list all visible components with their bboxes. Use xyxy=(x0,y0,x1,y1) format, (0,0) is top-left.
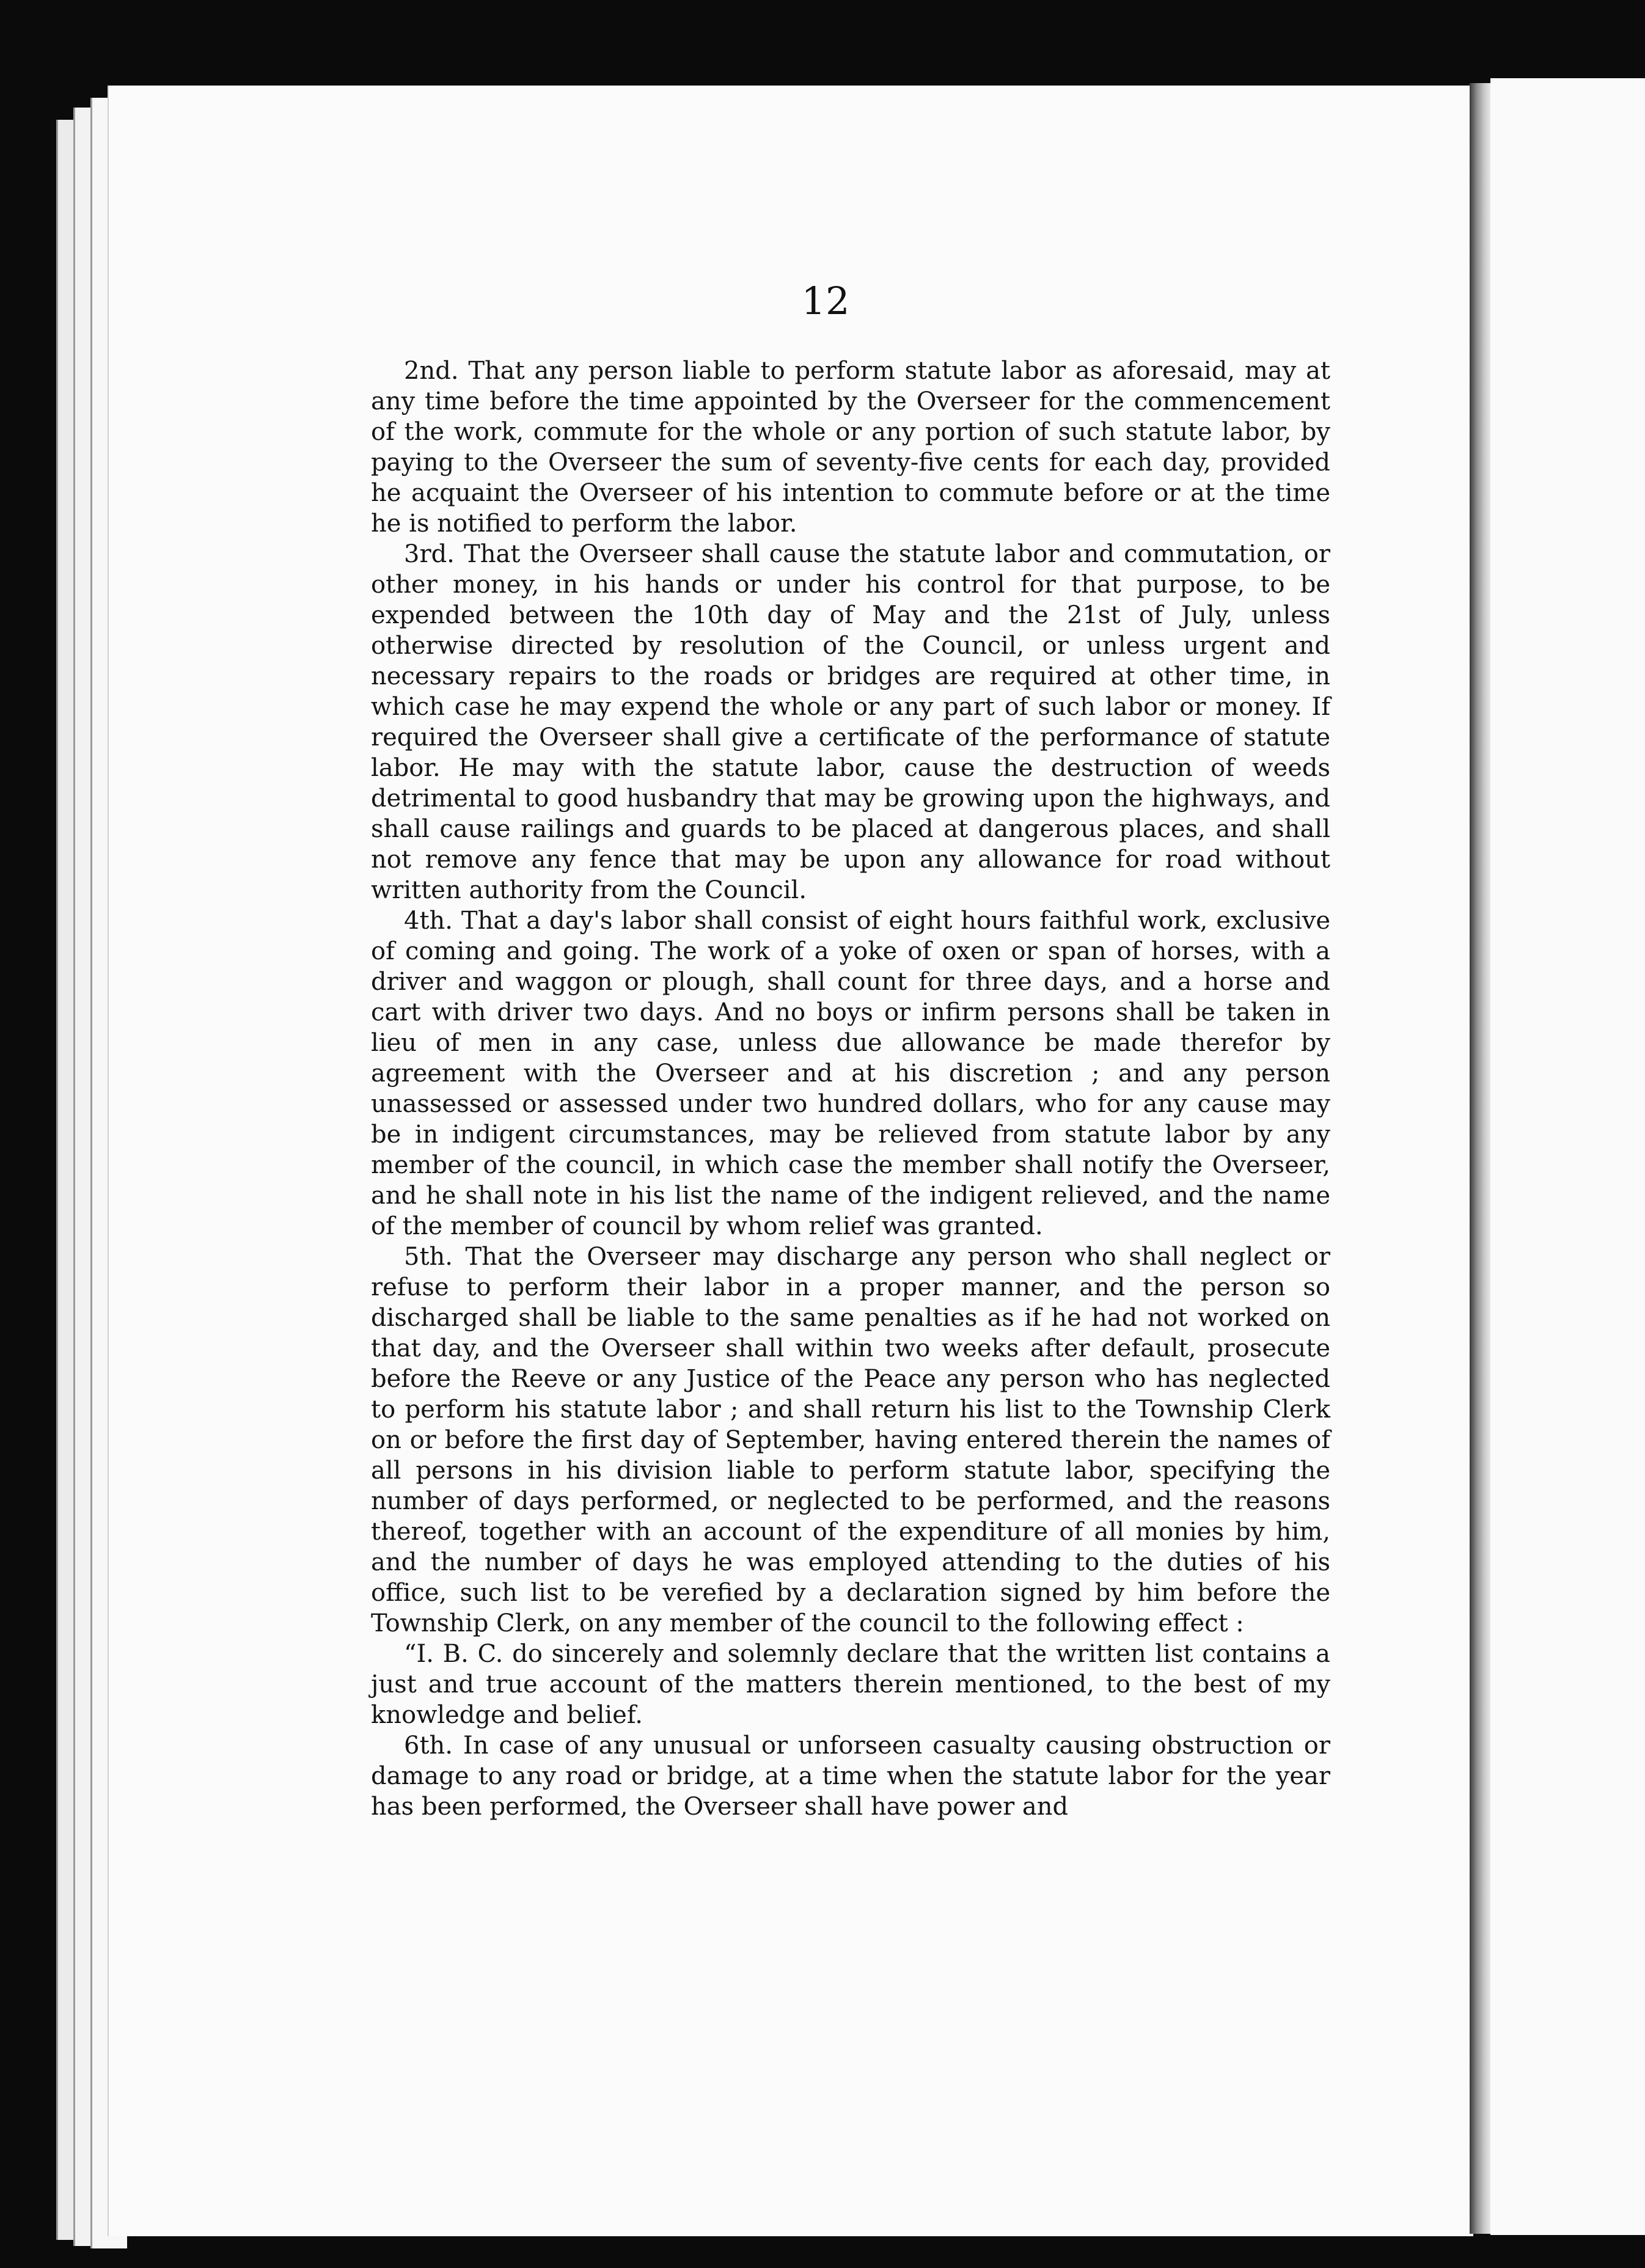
declaration-quote: “I. B. C. do sincerely and solemnly declare that the written list contains a just and true account of the matters therein mentioned, to the best of my knowledge and belief. xyxy=(371,1640,1330,1729)
paragraph-2nd: 2nd. That any person liable to perform statute labor as aforesaid, may at any time before the time appointed by the Overseer for the commencement of the work, commute for the whole or any portion of such statute labor, by paying to the Overseer the sum of seventy-five cents for each day, provided he acquaint the Overseer of his intention to commute before or at the time he is notified to perform the labor. xyxy=(371,357,1330,538)
book-gutter xyxy=(1470,83,1490,2234)
paragraph-6th: 6th. In case of any unusual or unforseen casualty causing obstruction or damage to any road or bridge, at a time when the statute labor for the year has been performed, the Overseer shall have power and xyxy=(371,1732,1330,1821)
right-page-edge xyxy=(1490,78,1645,2235)
paragraph-4th: 4th. That a day's labor shall consist of eight hours faithful work, exclusive of coming and going. The work of a yoke of oxen or span of horses, with a driver and waggon or plough, shall count for three days, and a horse and cart with driver two days. And no boys or infirm persons shall be taken in lieu of men in any case, unless due allowance be made therefor by agreement with the Overseer and at his discretion ; and any person unassessed or assessed under two hundred dollars, who for any cause may be in indigent circumstances, may be relieved from statute labor by any member of the council, in which case the member shall notify the Overseer, and he shall note in his list the name of the indigent relieved, and the name of the member of council by whom relief was granted. xyxy=(371,907,1330,1240)
paragraph-5th: 5th. That the Overseer may discharge any person who shall neglect or refuse to perform their labor in a proper manner, and the person so discharged shall be liable to the same penalties as if he had not worked on that day, and the Overseer shall within two weeks after default, prosecute before the Reeve or any Justice of the Peace any person who has neglected to perform his statute labor ; and shall return his list to the Township Clerk on or before the first day of September, having entered therein the names of all persons in his division liable to perform statute labor, specifying the number of days performed, or neglected to be performed, and the reasons thereof, together with an account of the expenditure of all monies by him, and the number of days he was employed attending to the duties of his office, such list to be verefied by a declaration signed by him before the Township Clerk, on any member of the council to the following effect : xyxy=(371,1243,1330,1637)
page-number: 12 xyxy=(801,279,850,323)
paragraph-3rd: 3rd. That the Overseer shall cause the statute labor and commutation, or other money, in his hands or under his control for that purpose, to be expended between the 10th day of May and the 21st of July, unless otherwise directed by resolution of the Council, or unless urgent and necessary repairs to the roads or bridges are required at other time, in which case he may expend the whole or any part of such labor or money. If required the Overseer shall give a certificate of the performance of statute labor. He may with the statute labor, cause the destruction of weeds detrimental to good husbandry that may be growing upon the highways, and shall cause railings and guards to be placed at dangerous places, and shall not remove any fence that may be upon any allowance for road without written authority from the Council. xyxy=(371,540,1330,904)
body-text xyxy=(371,356,1330,1822)
